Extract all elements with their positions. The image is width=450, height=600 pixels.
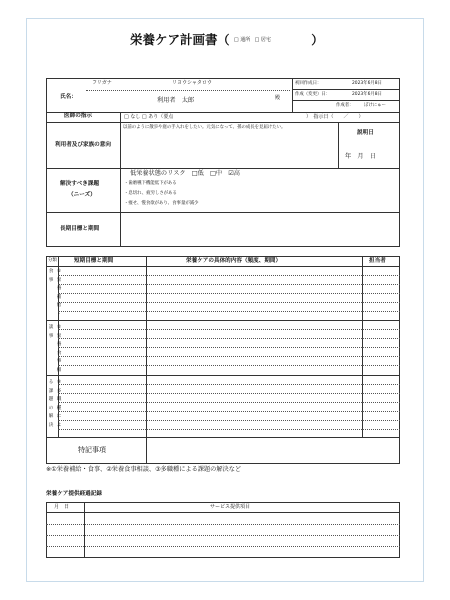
first-date-label: 初回作成日：: [295, 81, 322, 86]
category-char: 養: [56, 342, 62, 347]
cell-guide-line: [146, 284, 362, 285]
issues-label: 解決すべき課題: [60, 181, 100, 187]
changed-date-label: 作成（変更）日：: [295, 92, 331, 97]
category-char: 食: [48, 269, 54, 274]
category-char: に: [56, 414, 62, 419]
option-kyotaku-checkbox[interactable]: □ 居宅: [254, 37, 271, 43]
document-title: [130, 34, 323, 47]
category-char: 補: [56, 294, 62, 300]
category-char: 解: [48, 414, 54, 419]
cell-guide-line: [146, 420, 362, 421]
cell-guide-line: [362, 402, 400, 403]
intention-text[interactable]: 以前のように散歩や庭の手入れをしたい。元気になって、孫の成長を見届けたい。: [123, 125, 286, 130]
honorific: 殿: [275, 95, 281, 101]
cell-guide-line: [146, 338, 362, 339]
cell-guide-line: [58, 284, 146, 285]
cell-guide-line: [58, 338, 146, 339]
cell-guide-line: [146, 384, 362, 385]
col-category-header: 分類: [48, 258, 57, 263]
changed-date-value[interactable]: 2023年6月8日: [352, 92, 382, 97]
cell-guide-line: [362, 411, 400, 412]
issue-item[interactable]: ・息切れ、疲労しさがある: [124, 191, 177, 196]
cell-guide-line: [362, 302, 400, 303]
cell-guide-line: [146, 365, 362, 366]
cell-guide-line: [58, 302, 146, 303]
title-text: 栄養ケア計画書: [130, 32, 218, 47]
cell-guide-line: [58, 429, 146, 430]
cell-guide-line: [362, 356, 400, 357]
cell-guide-line: [146, 311, 362, 312]
category-char: 職: [56, 397, 62, 402]
cell-guide-line: [362, 284, 400, 285]
issues-label-needs: （ニーズ）: [68, 192, 96, 198]
category-char: 栄: [56, 333, 62, 339]
cell-guide-line: [146, 329, 362, 330]
cell-guide-line: [362, 311, 400, 312]
cell-guide-line: [58, 420, 146, 421]
category-char: 課: [48, 388, 54, 394]
cell-guide-line: [146, 293, 362, 294]
category-char: 題: [48, 397, 54, 402]
cell-guide-line: [362, 275, 400, 276]
category-char: 決: [48, 422, 54, 428]
title-open-paren: （: [217, 33, 230, 47]
category-footnote: ※①栄養補給・食事、②栄養食事相談、③多職種による課題の解決など: [46, 466, 242, 473]
cell-guide-line: [362, 347, 400, 348]
category-char: 栄: [56, 277, 62, 283]
cell-guide-line: [146, 411, 362, 412]
name-value[interactable]: 利用者 太郎: [157, 97, 195, 104]
category-char: の: [48, 405, 54, 411]
category-char: 相: [56, 367, 62, 373]
issue-item[interactable]: ・歯磨嚥下機能低下がある: [124, 181, 177, 186]
doctor-instruction-options[interactable]: □ なし □ あり（要点: [124, 114, 174, 120]
doctor-instruction-label: 医師の指示: [64, 113, 92, 119]
cell-guide-line: [58, 393, 146, 394]
cell-guide-line: [362, 293, 400, 294]
category-char: 食: [56, 350, 62, 356]
instruction-date[interactable]: ） 指示日（ ／ ）: [306, 114, 364, 120]
furigana-value[interactable]: リヨウシャタロウ: [172, 80, 212, 86]
category-char: 多: [56, 388, 62, 394]
cell-guide-line: [146, 275, 362, 276]
furigana-label: フリガナ: [92, 80, 112, 86]
cell-guide-line: [58, 384, 146, 385]
cell-guide-line: [58, 293, 146, 294]
col-staff-header: 担当者: [369, 258, 386, 264]
cell-guide-line: [146, 429, 362, 430]
name-label: 氏名：: [60, 94, 77, 100]
col-date-header: 月 日: [54, 504, 70, 510]
category-char: ②: [56, 325, 62, 330]
record-title: 栄養ケア提供経過記録: [46, 491, 102, 497]
category-char: 談: [48, 325, 54, 330]
cell-guide-line: [58, 356, 146, 357]
category-char: ③: [56, 380, 62, 385]
cell-guide-line: [146, 356, 362, 357]
category-char: ①: [56, 269, 62, 274]
cell-guide-line: [362, 329, 400, 330]
cell-guide-line: [362, 365, 400, 366]
cell-guide-line: [146, 347, 362, 348]
category-char: 事: [48, 333, 54, 339]
cell-guide-line: [58, 411, 146, 412]
longterm-goal-label: 長期目標と期間: [60, 226, 100, 232]
cell-guide-line: [58, 275, 146, 276]
service-record-table: [46, 502, 400, 558]
cell-guide-line: [362, 393, 400, 394]
option-tsusho-checkbox[interactable]: □ 通所: [233, 37, 251, 43]
title-close-paren: ）: [311, 33, 324, 47]
intention-label: 利用者及び家族の意向: [55, 142, 111, 148]
special-notes-label: 特記事項: [78, 446, 106, 454]
category-char: 事: [48, 277, 54, 283]
explain-date-label: 説明日: [357, 130, 374, 136]
explain-date-value[interactable]: 年 月 日: [345, 153, 376, 160]
cell-guide-line: [58, 402, 146, 403]
author-label: 作成者：: [336, 103, 354, 108]
col-content-header: 栄養ケアの具体的内容（頻度、期間）: [186, 258, 282, 264]
cell-guide-line: [362, 429, 400, 430]
cell-guide-line: [362, 420, 400, 421]
cell-guide-line: [362, 338, 400, 339]
col-short-term-header: 短期目標と期間: [74, 258, 114, 264]
cell-guide-line: [58, 347, 146, 348]
cell-guide-line: [362, 384, 400, 385]
category-char: 種: [56, 405, 62, 411]
cell-guide-line: [58, 311, 146, 312]
category-char: ・: [56, 311, 62, 317]
care-plan-table: [46, 256, 400, 464]
cell-guide-line: [58, 329, 146, 330]
author-value[interactable]: ぽけにゅー: [364, 103, 386, 108]
category-char: る: [48, 380, 54, 385]
first-date-value[interactable]: 2023年6月8日: [352, 81, 382, 86]
cell-guide-line: [146, 302, 362, 303]
category-char: 給: [56, 303, 62, 308]
cell-guide-line: [146, 393, 362, 394]
cell-guide-line: [146, 402, 362, 403]
col-service-header: サービス提供項目: [210, 504, 251, 510]
cell-guide-line: [58, 365, 146, 366]
category-char: 事: [56, 359, 62, 364]
category-char: よ: [56, 422, 62, 428]
issue-item[interactable]: ・痩せ、慢食欲があり、食事量が減少: [124, 201, 199, 206]
malnutrition-risk[interactable]: 低栄養状態のリスク □低 □中 ☑高: [130, 170, 240, 177]
category-char: 養: [56, 286, 62, 291]
